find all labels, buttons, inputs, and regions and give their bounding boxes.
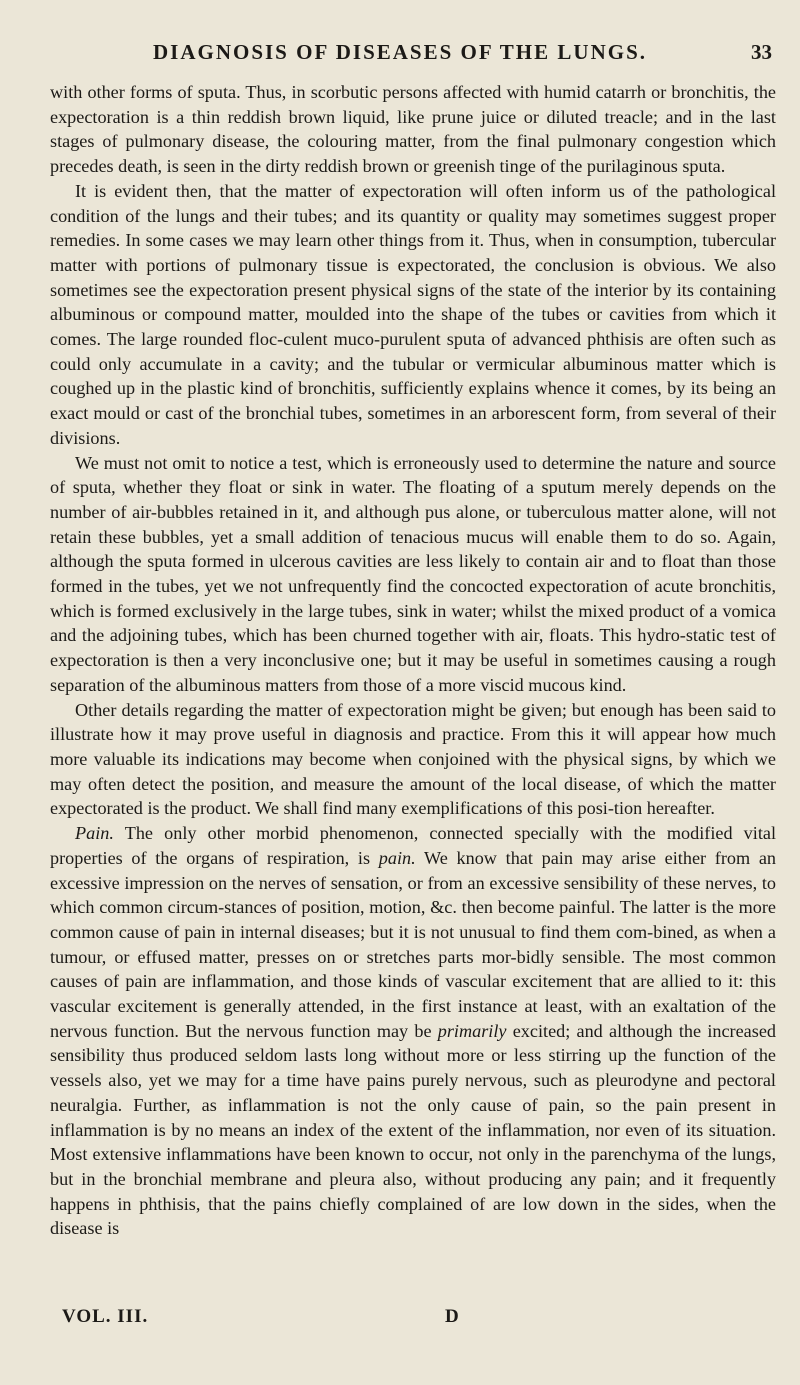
paragraph-float-test: We must not omit to notice a test, which is erroneously used to determine the nature and source of sputa, whether they float or sink in water. The floating of a sputum merely depends on the number of air-bubbles retained in it, and although pus alone, or tuberculous matter alone, will not retain these bubbles, yet a small addition of tenacious mucus will enable them to do so. Again, although the sputa formed in ulcerous cavities are less likely to contain air and to float than those formed in the tubes, yet we not unfrequently find the concocted expectoration of acute bronchitis, which is formed exclusively in the large tubes, sink in water; whilst the mixed product of a vomica and the adjoining tubes, which has been churned together with air, floats. This hydro-static test of expectoration is then a very inconclusive one; but it may be useful in sometimes causing a rough separation of the albuminous matters from those of a more viscid mucous kind.: [50, 452, 776, 695]
paragraph-other-details: Other details regarding the matter of expectoration might be given; but enough has been said to illustrate how it may prove useful in diagnosis and practice. From this it will appear how much more valuable its indications may become when conjoined with the physical signs, by which we may often detect the position, and measure the amount of the local disease, of which the matter expectorated is the product. We shall find many exemplifications of this posi-tion hereafter.: [50, 699, 776, 819]
body-text: [50, 80, 776, 1241]
paragraph-continuation: with other forms of sputa. Thus, in scorbutic persons affected with humid catarrh or bronchitis, the expectoration is a thin reddish brown liquid, like prune juice or diluted treacle; and in the last stages of pulmonary disease, the colouring matter, from the final pulmonary congestion which precedes death, is seen in the dirty reddish brown or greenish tinge of the purilaginous sputa.: [50, 82, 776, 177]
page-number: 33: [751, 40, 772, 64]
pain-text-1: The only other morbid phenomenon, connected specially with the modified vital properties of the organs of respiration, is: [50, 823, 776, 868]
signature-mark: D: [445, 1306, 459, 1327]
paragraph-expectoration-evident: It is evident then, that the matter of expectoration will often inform us of the pathological condition of the lungs and their tubes; and its quantity or quality may sometimes suggest proper remedies. In some cases we may learn other things from it. Thus, when in consumption, tubercular matter with portions of pulmonary tissue is expectorated, the conclusion is obvious. We also sometimes see the expectoration present physical signs of the state of the interior by its containing albuminous or compound matter, moulded into the shape of the tubes or cavities from which it comes. The large rounded floc-culent muco-purulent sputa of advanced phthisis are often such as could only accumulate in a cavity; and the tubular or vermicular albuminous matter which is coughed up in the plastic kind of bronchitis, sufficiently explains whence it comes, by its being an exact mould or cast of the bronchial tubes, sometimes in an arborescent form, from several of their divisions.: [50, 180, 776, 448]
volume-mark: VOL. III.: [62, 1306, 149, 1327]
page-header: [0, 40, 800, 74]
pain-heading: Pain.: [75, 823, 114, 844]
pain-text-3: excited; and although the increased sensibility thus produced seldom lasts long without more or less stirring up the function of the vessels also, yet we may for a time have pains purely nervous, such as pleurodyne and pectoral neuralgia. Further, as inflammation is not the only cause of pain, so the pain present in inflammation is by no means an index of the extent of the inflammation, nor even of its situation. Most extensive inflammations have been known to occur, not only in the parenchyma of the lungs, but in the bronchial membrane and pleura also, without producing any pain; and it frequently happens in phthisis, that the pains chiefly complained of are low down in the sides, when the disease is: [50, 1020, 776, 1239]
pain-text-2: We know that pain may arise either from an excessive impression on the nerves of sensation, or from an excessive sensibility of these nerves, to which common circum-stances of position, motion, &c. then become painful. The latter is the more common cause of pain in internal diseases; but it is not unusual to find them com-bined, as when a tumour, or effused matter, presses on or stretches parts mor-bidly sensible. The most common causes of pain are inflammation, and those kinds of vascular excitement that are allied to it: this vascular excitement is generally attended, in the first instance at least, with an exaltation of the nervous function. But the nervous function may be: [50, 847, 777, 1041]
paragraph-pain: [50, 821, 776, 1241]
primarily-emphasis: primarily: [437, 1020, 507, 1041]
page-footer: [0, 1306, 800, 1334]
running-title: DIAGNOSIS OF DISEASES OF THE LUNGS.: [152, 40, 647, 64]
pain-emphasis: pain.: [378, 847, 416, 868]
